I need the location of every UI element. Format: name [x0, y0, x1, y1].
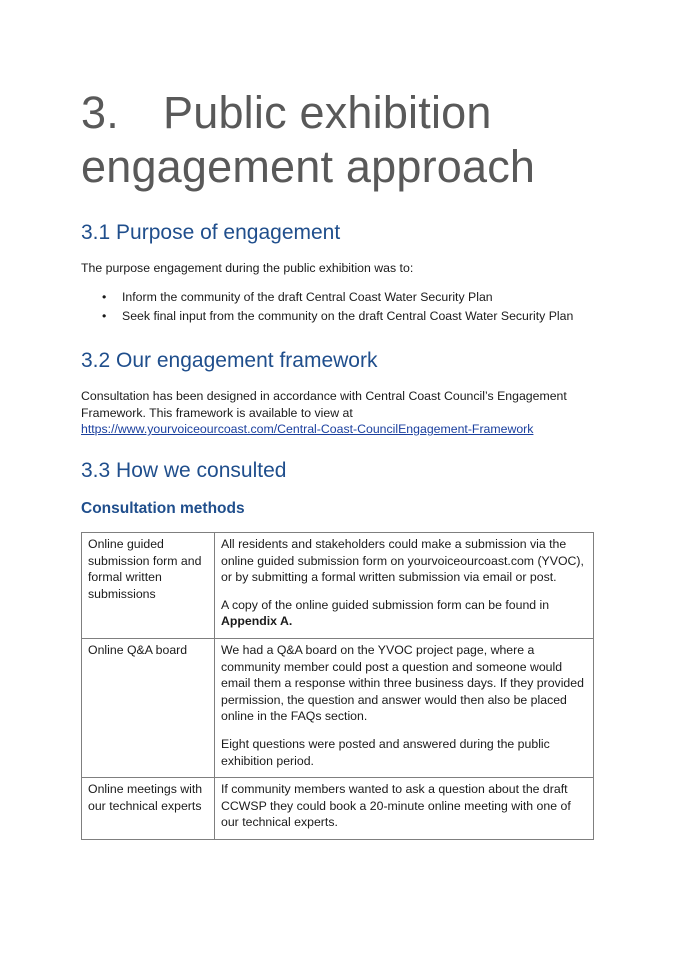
description-cell	[215, 533, 594, 639]
list-item	[100, 288, 620, 307]
framework-text-line1: Consultation has been designed in accordance with Central Coast Council’s Engagement	[81, 389, 567, 403]
description-paragraph	[221, 597, 587, 630]
description-cell	[215, 638, 594, 777]
description-paragraph: All residents and stakeholders could make a submission via the online guided submission form on yourvoiceourcoast.com (YVOC), or by submitting a formal written submission via email or post.	[221, 537, 584, 585]
description-paragraph: We had a Q&A board on the YVOC project page, where a community member could post a question and someone would email them a response within three business days. If they provided permission, the question and answer would then also be placed online in the FAQs section.	[221, 642, 584, 724]
purpose-intro: The purpose engagement during the public exhibition was to:	[81, 261, 414, 275]
appendix-reference-text: A copy of the online guided submission form can be found in	[221, 597, 550, 612]
consultation-methods-heading: Consultation methods	[81, 500, 245, 517]
section-heading-purpose: 3.1 Purpose of engagement	[81, 221, 341, 244]
table-row	[82, 778, 594, 840]
chapter-title-line1: Public exhibition	[163, 87, 492, 138]
bullet-text: Seek final input from the community on the draft Central Coast Water Security Plan	[122, 308, 574, 323]
bullet-icon: •	[102, 308, 107, 323]
chapter-title	[81, 86, 641, 194]
description-paragraph: Eight questions were posted and answered during the public exhibition period.	[221, 736, 550, 768]
description-cell	[215, 778, 594, 840]
method-cell: Online guided submission form and formal written submissions	[82, 533, 215, 639]
table-row	[82, 533, 594, 639]
bullet-text: Inform the community of the draft Central Coast Water Security Plan	[122, 290, 493, 304]
list-item	[100, 307, 620, 326]
section-heading-how-we-consulted: 3.3 How we consulted	[81, 459, 287, 482]
appendix-reference: Appendix A.	[221, 614, 293, 629]
section-heading-framework: 3.2 Our engagement framework	[81, 349, 378, 372]
framework-text-line2: Framework. This framework is available to view at	[81, 405, 353, 420]
table-row	[82, 638, 594, 777]
chapter-number: 3.	[81, 87, 119, 138]
method-cell: Online Q&A board	[82, 638, 215, 777]
consultation-methods-table	[81, 532, 594, 840]
method-cell: Online meetings with our technical experts	[82, 778, 215, 840]
framework-text	[81, 388, 601, 438]
engagement-framework-link[interactable]: https://www.yourvoiceourcoast.com/Central-Coast-CouncilEngagement-Framework	[81, 422, 534, 436]
description-paragraph: If community members wanted to ask a question about the draft CCWSP they could book a 20-minute online meeting with one of our technical experts.	[221, 782, 571, 830]
chapter-title-line2: engagement approach	[81, 141, 536, 192]
bullet-icon: •	[102, 290, 107, 304]
purpose-bullet-list	[100, 288, 620, 325]
